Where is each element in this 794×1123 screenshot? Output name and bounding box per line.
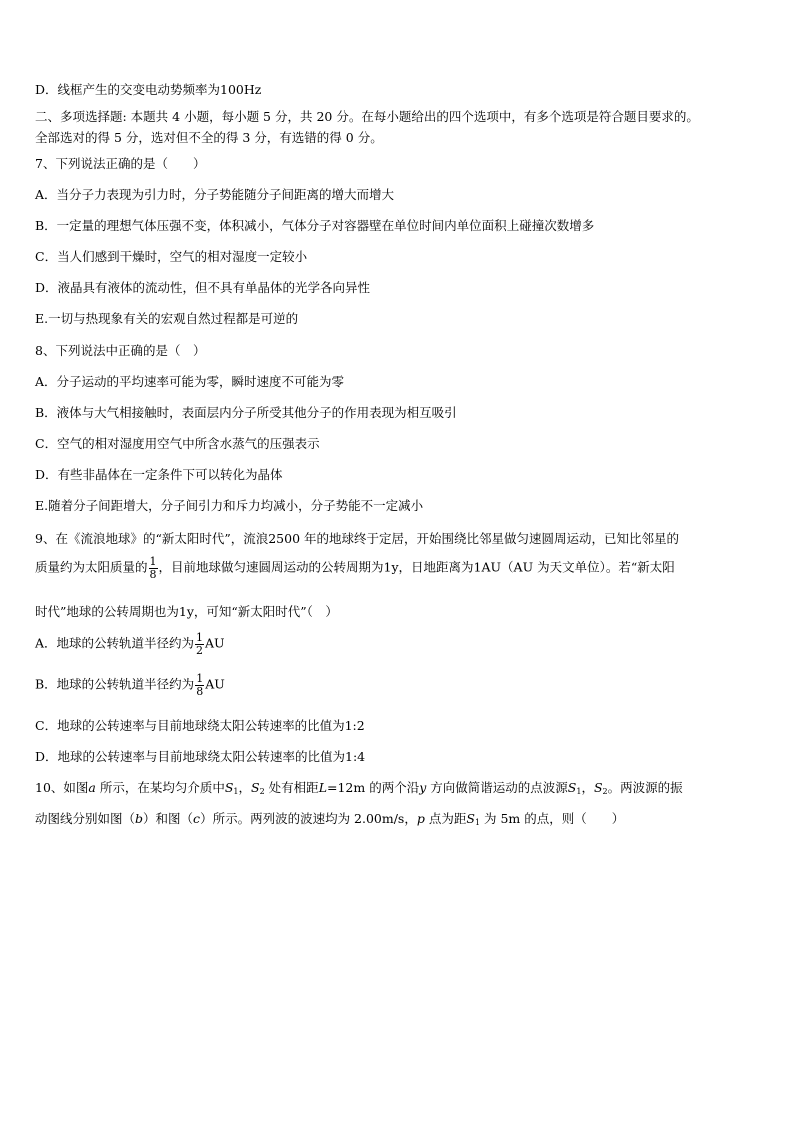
q10-text: ）所示。两列波的波速均为 2.00m/s， <box>200 811 417 826</box>
q9-fraction-denominator: 8 <box>149 567 157 581</box>
q10-stem-line1 <box>35 782 683 796</box>
q10-figure-label: c <box>193 811 201 826</box>
q10-text: =12m 的两个沿 <box>327 780 420 795</box>
q9-line2-prefix: 质量约为太阳质量的 <box>35 559 148 575</box>
q8-option-b: B．液体与大气相接触时，表面层内分子所受其他分子的作用表现为相互吸引 <box>35 405 457 420</box>
q10-text: 方向做简谐运动的点波源 <box>426 780 568 795</box>
q10-text: 动图线分别如图（ <box>35 811 136 826</box>
q8-option-c: C．空气的相对湿度用空气中所含水蒸气的压强表示 <box>35 436 320 451</box>
q10-text: 点为距 <box>424 811 467 826</box>
q8-option-e: E.随着分子间距增大，分子间引力和斥力均减小，分子势能不一定减小 <box>35 498 424 513</box>
q7-option-d: D．液晶具有液体的流动性，但不具有单晶体的光学各向异性 <box>35 280 371 295</box>
q10-symbol: S <box>567 780 577 795</box>
q10-symbol: S <box>251 780 260 795</box>
q9-option-a-numerator: 1 <box>196 631 204 644</box>
q10-text: 。两波源的振 <box>607 780 683 795</box>
q9-option-b-text: B．地球的公转轨道半径约为 <box>35 676 195 692</box>
q10-stem-line2 <box>35 813 624 827</box>
q7-option-a: A．当分子力表现为引力时，分子势能随分子间距离的增大而增大 <box>35 187 395 202</box>
q9-fraction-numerator: 1 <box>149 555 157 568</box>
q10-subscript: 1 <box>474 818 481 827</box>
q10-text: 为 5m 的点，则（ ） <box>480 811 625 826</box>
q8-option-a: A．分子运动的平均速率可能为零，瞬时速度不可能为零 <box>35 374 345 389</box>
q9-option-a-fraction <box>195 632 204 656</box>
q7-stem: 7、下列说法正确的是（ ） <box>35 156 206 171</box>
q9-stem-line1: 9、在《流浪地球》的“新太阳时代”，流浪2500 年的地球终于定居，开始围绕比邻星做匀速圆周运动，已知比邻星的 <box>35 531 680 546</box>
q10-subscript: 2 <box>602 787 608 796</box>
q10-text: ， <box>581 780 594 795</box>
q9-option-c: C．地球的公转速率与目前地球绕太阳公转速率的比值为1:2 <box>35 718 365 733</box>
q10-symbol: y <box>419 780 427 795</box>
q10-subscript: 2 <box>259 787 265 796</box>
q10-symbol: p <box>416 811 425 826</box>
q10-subscript: 1 <box>576 787 582 796</box>
q10-figure-label: b <box>135 811 144 826</box>
q10-figure-label: a <box>88 780 96 795</box>
q10-text: ）和图（ <box>143 811 194 826</box>
q10-symbol: S <box>593 780 603 795</box>
q9-stem-line2 <box>35 556 675 580</box>
q9-line2-suffix: ，目前地球做匀速圆周运动的公转周期为1y，日地距离为1AU（AU 为天文单位）。若“新太阳 <box>158 559 675 575</box>
section2-heading-line1: 二、多项选择题: 本题共 4 小题，每小题 5 分，共 20 分。在每小题给出的四个选项中，有多个选项是符合题目要求的。 <box>35 109 699 124</box>
q9-option-b-fraction <box>195 673 204 697</box>
q9-stem-line3: 时代”地球的公转周期也为1y，可知“新太阳时代”（ ） <box>35 604 338 619</box>
q7-option-b: B．一定量的理想气体压强不变，体积减小，气体分子对容器壁在单位时间内单位面积上碰撞次数增多 <box>35 218 595 233</box>
q9-option-a-unit: AU <box>205 635 225 651</box>
section2-heading-line2: 全部选对的得 5 分，选对但不全的得 3 分，有选错的得 0 分。 <box>35 130 383 145</box>
q9-option-a <box>35 632 225 656</box>
q9-option-b-denominator: 8 <box>196 684 204 698</box>
q10-symbol: S <box>224 780 234 795</box>
q9-option-b-numerator: 1 <box>196 672 204 685</box>
q7-option-e: E.一切与热现象有关的宏观自然过程都是可逆的 <box>35 311 299 326</box>
q6-option-d: D．线框产生的交变电动势频率为100Hz <box>35 82 262 97</box>
q10-text: ， <box>238 780 252 795</box>
q10-subscript: 1 <box>233 787 239 796</box>
q9-option-a-text: A．地球的公转轨道半径约为 <box>35 635 195 651</box>
q9-option-b-unit: AU <box>205 676 225 692</box>
q10-symbol: S <box>466 811 475 826</box>
q10-text: 10、如图 <box>35 780 89 795</box>
q9-option-a-denominator: 2 <box>196 643 204 657</box>
q9-option-d: D．地球的公转速率与目前地球绕太阳公转速率的比值为1:4 <box>35 749 366 764</box>
q8-stem: 8、下列说法中正确的是（ ） <box>35 343 206 358</box>
q9-option-b <box>35 673 225 697</box>
q9-mass-fraction <box>149 556 158 580</box>
q8-option-d: D．有些非晶体在一定条件下可以转化为晶体 <box>35 467 283 482</box>
q10-text: 所示，在某均匀介质中 <box>95 780 225 795</box>
q10-symbol: L <box>318 780 327 795</box>
q10-text: 处有相距 <box>264 780 319 795</box>
q7-option-c: C．当人们感到干燥时，空气的相对湿度一定较小 <box>35 249 308 264</box>
